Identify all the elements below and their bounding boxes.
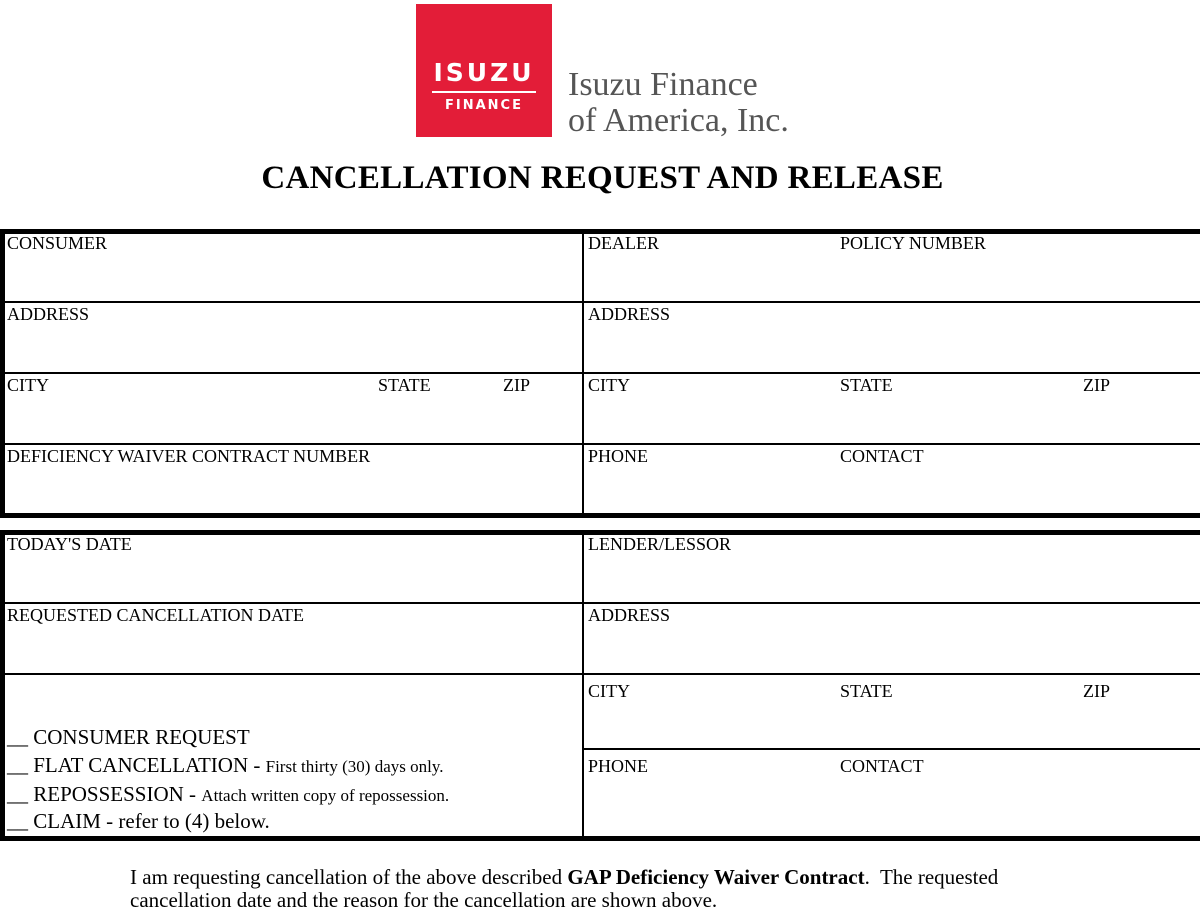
dealer-city-field[interactable]: CITY	[588, 375, 630, 395]
page-title: CANCELLATION REQUEST AND RELEASE	[261, 160, 944, 196]
option-consumer-request[interactable]	[7, 725, 250, 749]
lender-address-field[interactable]: ADDRESS	[588, 605, 671, 625]
section1-rule	[5, 443, 1200, 445]
logo-divider	[432, 91, 536, 93]
statement-text: . The requested cancellation date and the reason for the cancellation are shown above.	[130, 865, 1004, 912]
consumer-zip-field[interactable]: ZIP	[503, 375, 530, 395]
section2-divider	[582, 535, 584, 836]
todays-date-field[interactable]: TODAY'S DATE	[7, 534, 132, 554]
contract-name: GAP Deficiency Waiver Contract	[567, 865, 865, 889]
logo-brand-text: ISUZU	[433, 58, 535, 87]
option-blank: __	[7, 809, 28, 833]
option-flat-cancellation[interactable]	[7, 753, 443, 779]
dealer-zip-field[interactable]: ZIP	[1083, 375, 1110, 395]
option-label: REPOSSESSION -	[33, 782, 197, 806]
section2-rule	[584, 748, 1200, 750]
consumer-field[interactable]: CONSUMER	[7, 233, 108, 253]
option-note: Attach written copy of repossession.	[201, 786, 450, 805]
lender-state-field[interactable]: STATE	[840, 681, 893, 701]
lender-city-field[interactable]: CITY	[588, 681, 630, 701]
section1-rule	[5, 301, 1200, 303]
statement-text: I am requesting cancellation of the above described	[130, 865, 568, 889]
company-name-line1: Isuzu Finance	[568, 66, 758, 103]
option-blank: __	[7, 725, 28, 749]
isuzu-logo	[416, 4, 552, 137]
dealer-address-field[interactable]: ADDRESS	[588, 304, 671, 324]
request-statement	[130, 866, 1090, 912]
policy-number-field[interactable]: POLICY NUMBER	[840, 233, 986, 253]
option-label: FLAT CANCELLATION -	[33, 753, 261, 777]
requested-date-field[interactable]: REQUESTED CANCELLATION DATE	[7, 605, 304, 625]
option-note: First thirty (30) days only.	[265, 757, 444, 776]
dealer-field[interactable]: DEALER	[588, 233, 659, 253]
option-claim[interactable]	[7, 809, 270, 833]
consumer-city-field[interactable]: CITY	[7, 375, 49, 395]
option-blank: __	[7, 753, 28, 777]
consumer-state-field[interactable]: STATE	[378, 375, 431, 395]
option-blank: __	[7, 782, 28, 806]
dealer-phone-field[interactable]: PHONE	[588, 446, 649, 466]
lender-field[interactable]: LENDER/LESSOR	[588, 534, 732, 554]
lender-contact-field[interactable]: CONTACT	[840, 756, 924, 776]
logo-sub-text: FINANCE	[445, 98, 523, 113]
lender-phone-field[interactable]: PHONE	[588, 756, 649, 776]
option-label: CLAIM - refer to (4) below.	[33, 809, 270, 833]
company-name-line2: of America, Inc.	[568, 102, 789, 139]
lender-zip-field[interactable]: ZIP	[1083, 681, 1110, 701]
section1-rule	[5, 372, 1200, 374]
dealer-state-field[interactable]: STATE	[840, 375, 893, 395]
option-label: CONSUMER REQUEST	[33, 725, 250, 749]
dealer-contact-field[interactable]: CONTACT	[840, 446, 924, 466]
section2-rule	[5, 673, 1200, 675]
section2-rule	[5, 602, 1200, 604]
contract-number-field[interactable]: DEFICIENCY WAIVER CONTRACT NUMBER	[7, 446, 371, 466]
option-repossession[interactable]	[7, 782, 449, 808]
consumer-address-field[interactable]: ADDRESS	[7, 304, 90, 324]
